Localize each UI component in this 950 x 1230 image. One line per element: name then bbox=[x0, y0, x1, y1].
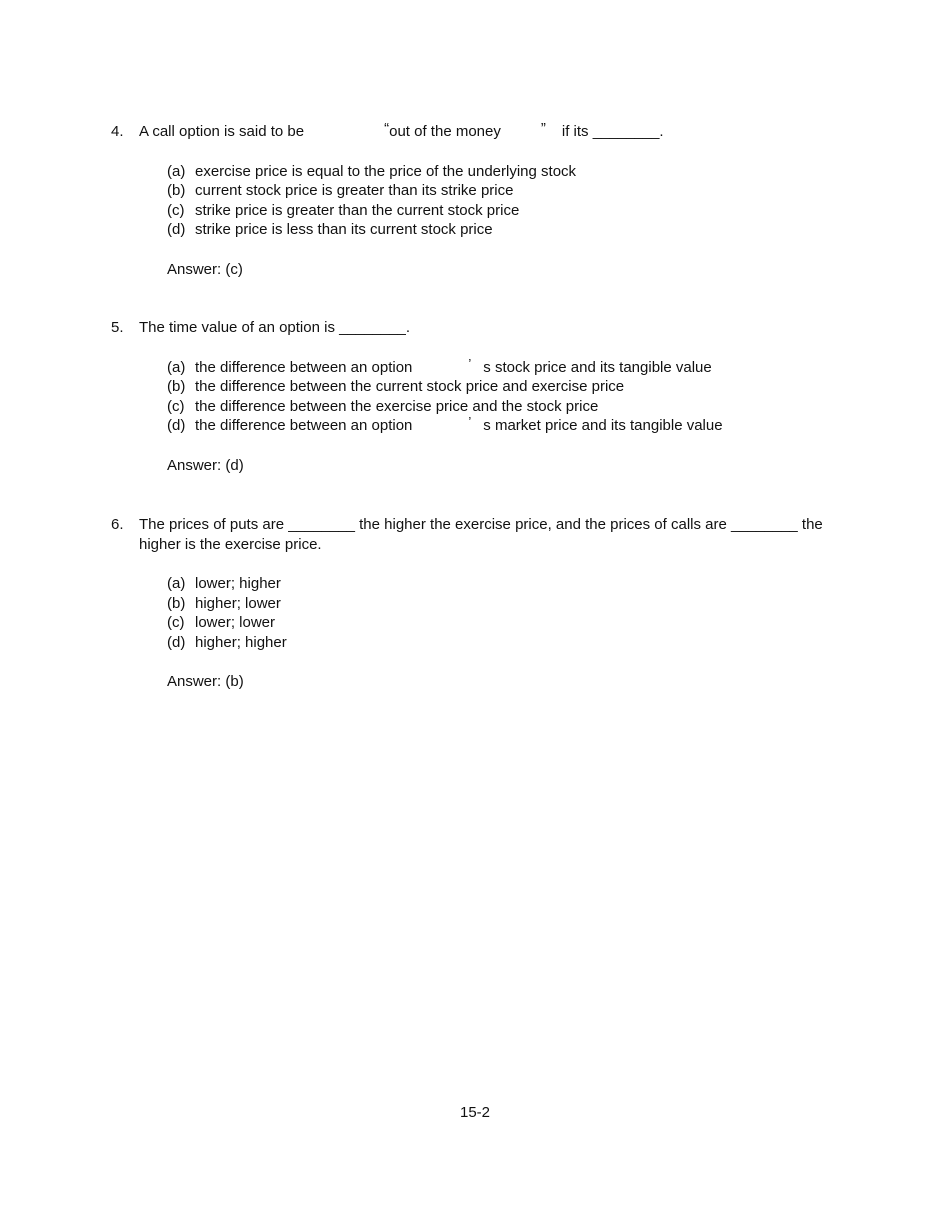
option-text: exercise price is equal to the price of the underlying stock bbox=[195, 162, 577, 180]
apostrophe: ’ bbox=[468, 414, 472, 429]
option-text: the difference between an option bbox=[195, 358, 413, 376]
option-letter: (c) bbox=[167, 201, 185, 219]
apostrophe: ’ bbox=[468, 355, 472, 371]
option-text: s stock price and its tangible value bbox=[483, 358, 712, 376]
page-number: 15-2 bbox=[459, 1104, 491, 1121]
option-a bbox=[167, 574, 851, 594]
option-text: current stock price is greater than its strike price bbox=[195, 182, 514, 199]
option-a bbox=[167, 355, 851, 378]
option-text: lower; lower bbox=[195, 614, 276, 631]
option-text: strike price is greater than the current stock price bbox=[195, 201, 520, 219]
question-4 bbox=[111, 122, 851, 279]
option-c bbox=[167, 201, 851, 221]
option-a bbox=[167, 162, 851, 182]
close-quote: ” bbox=[540, 120, 546, 137]
option-c bbox=[167, 613, 851, 633]
question-5 bbox=[111, 318, 851, 475]
answer-line: Answer: (c) bbox=[167, 260, 243, 278]
options-list bbox=[167, 574, 851, 652]
stem-text: if its ________. bbox=[561, 123, 664, 140]
option-letter: (d) bbox=[167, 417, 186, 434]
question-stem bbox=[111, 515, 851, 554]
open-quote: “ bbox=[384, 120, 390, 137]
options-list bbox=[167, 162, 851, 240]
options-list bbox=[167, 355, 851, 436]
quoted-text: out of the money bbox=[389, 123, 501, 140]
stem-text: higher is the exercise price. bbox=[139, 535, 322, 553]
option-text: lower; higher bbox=[195, 575, 281, 592]
answer-line: Answer: (b) bbox=[167, 673, 244, 690]
option-letter: (a) bbox=[167, 575, 186, 592]
stem-text: The time value of an option is ________. bbox=[139, 319, 411, 336]
option-b bbox=[167, 377, 851, 397]
question-number: 4. bbox=[111, 123, 124, 140]
option-text: the difference between the current stock price and exercise price bbox=[195, 378, 625, 395]
option-d bbox=[167, 633, 851, 653]
option-text: higher; higher bbox=[195, 633, 287, 651]
option-b bbox=[167, 594, 851, 614]
question-stem bbox=[111, 122, 851, 142]
option-text: strike price is less than its current stock price bbox=[195, 221, 493, 238]
answer-line: Answer: (d) bbox=[167, 456, 244, 474]
option-c bbox=[167, 397, 851, 417]
option-letter: (a) bbox=[167, 162, 186, 180]
option-text: s market price and its tangible value bbox=[483, 417, 723, 434]
option-text: the difference between an option bbox=[195, 417, 413, 434]
option-letter: (a) bbox=[167, 358, 186, 376]
question-stem bbox=[111, 318, 851, 338]
option-letter: (c) bbox=[167, 614, 185, 631]
question-6 bbox=[111, 515, 851, 692]
option-text: the difference between the exercise price and the stock price bbox=[195, 397, 599, 415]
question-number: 5. bbox=[111, 319, 124, 336]
option-letter: (b) bbox=[167, 378, 186, 395]
stem-text: The prices of puts are ________ the higher the exercise price, and the prices of calls are ________ the bbox=[139, 516, 823, 533]
option-letter: (d) bbox=[167, 221, 186, 238]
question-number: 6. bbox=[111, 516, 124, 533]
option-d bbox=[167, 220, 851, 240]
option-letter: (d) bbox=[167, 633, 186, 651]
option-d bbox=[167, 416, 851, 436]
option-text: higher; lower bbox=[195, 594, 281, 612]
stem-text: A call option is said to be bbox=[139, 123, 305, 140]
option-b bbox=[167, 181, 851, 201]
option-letter: (b) bbox=[167, 182, 186, 199]
option-letter: (b) bbox=[167, 594, 186, 612]
option-letter: (c) bbox=[167, 397, 185, 415]
